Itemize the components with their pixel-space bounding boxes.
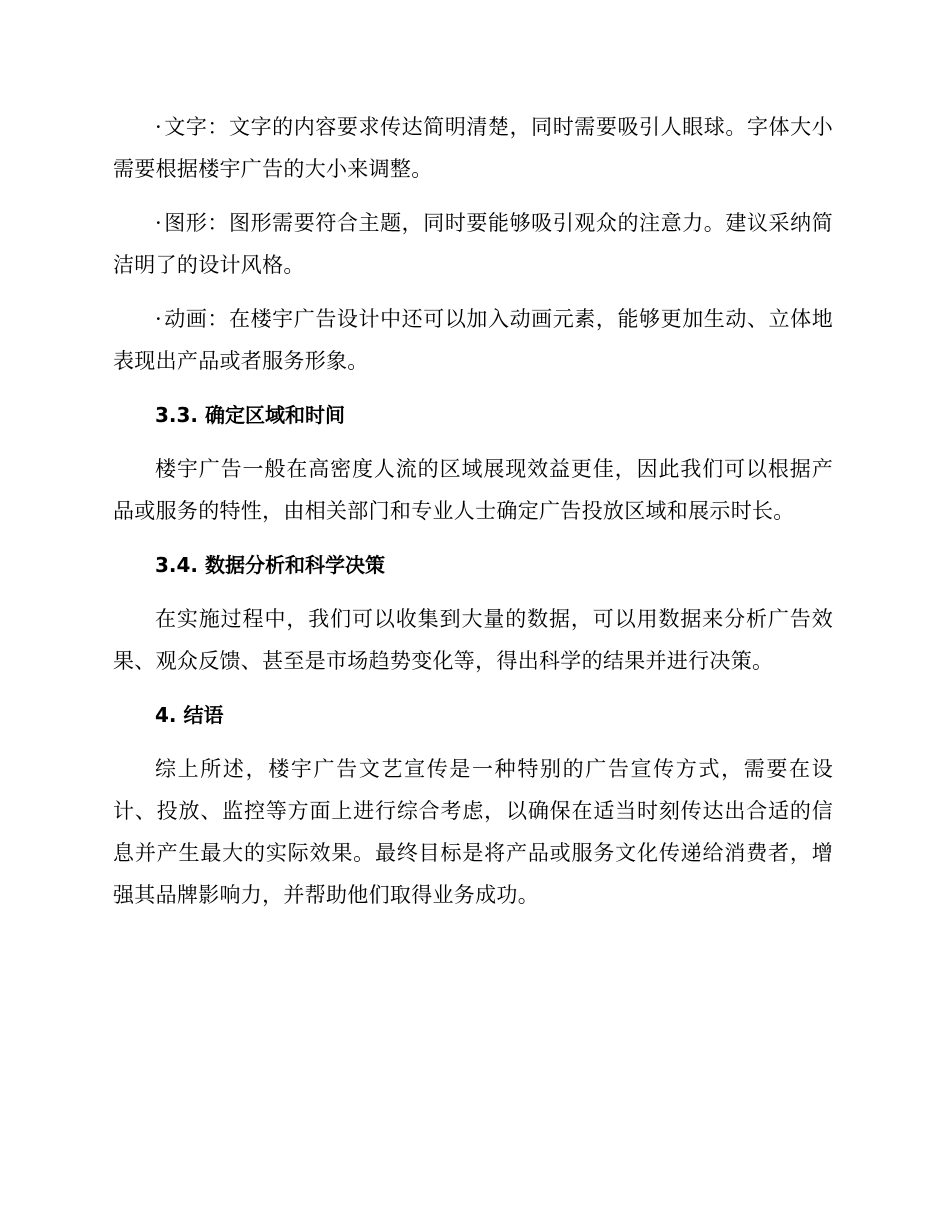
section-paragraph-3-3: 楼宇广告一般在高密度人流的区域展现效益更佳，因此我们可以根据产品或服务的特性，由相关部门和专业人士确定广告投放区域和展示时长。: [113, 457, 833, 523]
bullet-item-text: [113, 106, 833, 190]
bullet-dot: ·: [155, 115, 162, 139]
bullet-body: 文字的内容要求传达简明清楚，同时需要吸引人眼球。字体大小需要根据楼宇广告的大小来调整。: [113, 115, 833, 181]
bullet-dot: ·: [155, 211, 162, 235]
bullet-item-graphic: [113, 202, 833, 286]
section-paragraph-3-4: 在实施过程中，我们可以收集到大量的数据，可以用数据来分析广告效果、观众反馈、甚至是市场趋势变化等，得出科学的结果并进行决策。: [113, 607, 833, 673]
bullet-item-animation: [113, 298, 833, 382]
bullet-label: 图形：: [163, 211, 230, 235]
section-heading-4: 4. 结语: [155, 703, 224, 727]
section-heading-3-4: 3.4. 数据分析和科学决策: [155, 553, 385, 577]
bullet-body: 在楼宇广告设计中还可以加入动画元素，能够更加生动、立体地表现出产品或者服务形象。: [113, 307, 833, 373]
section-heading-3-3: 3.3. 确定区域和时间: [155, 403, 345, 427]
bullet-body: 图形需要符合主题，同时要能够吸引观众的注意力。建议采纳简洁明了的设计风格。: [113, 211, 833, 277]
document-body: [113, 106, 833, 928]
bullet-dot: ·: [155, 307, 162, 331]
section-paragraph-4: 综上所述，楼宇广告文艺宣传是一种特别的广告宣传方式，需要在设计、投放、监控等方面上进行综合考虑，以确保在适当时刻传达出合适的信息并产生最大的实际效果。最终目标是将产品或服务文化传递给消费者，增强其品牌影响力，并帮助他们取得业务成功。: [113, 757, 833, 907]
bullet-label: 动画：: [163, 307, 230, 331]
bullet-label: 文字：: [163, 115, 230, 139]
